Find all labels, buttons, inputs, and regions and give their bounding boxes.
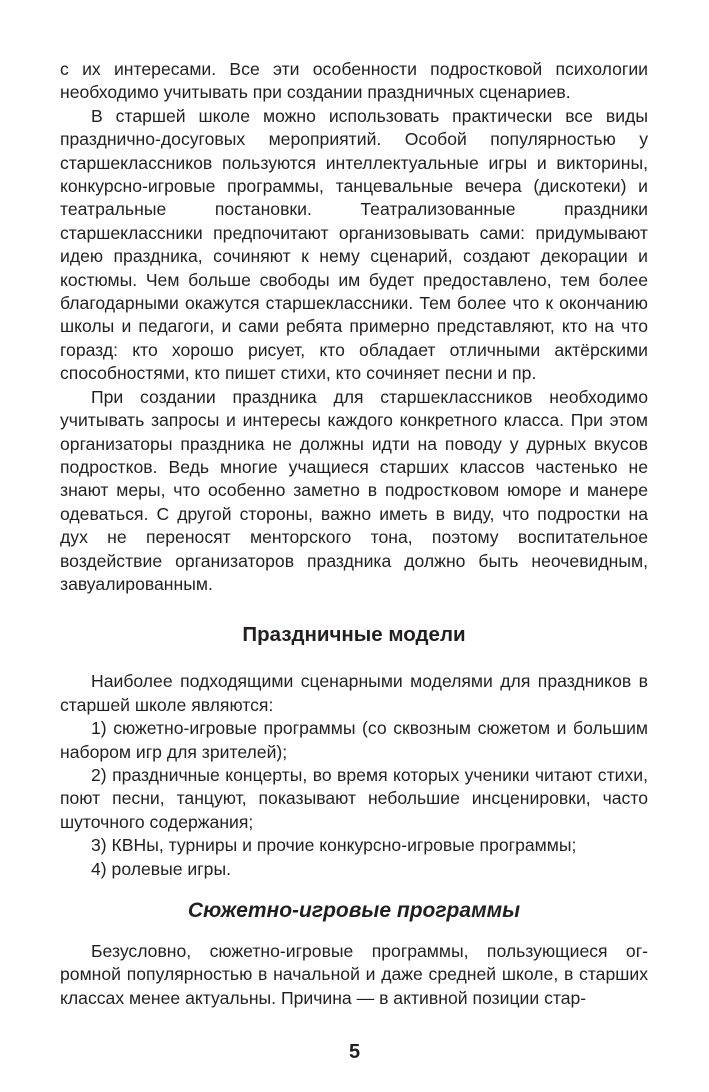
paragraph-models-intro: Наиболее подходящими сценарными моделями для праздников в старшей школе являются:	[60, 671, 648, 715]
list-item-4: 4) ролевые игры.	[91, 858, 231, 879]
paragraph-continuation: с их интересами. Все эти особенности подростковой психологии необходимо учитывать при создании праздничных сценариев.	[60, 59, 648, 103]
list-item-1: 1) сюжетно-игровые программы (со сквозным сюжетом и большим набором игр для зрителей);	[60, 718, 648, 762]
page-content	[60, 58, 648, 1010]
paragraph-creating-holiday: При создании праздника для старшеклассников необходимо учитывать запросы и интересы каждого конкретного класса. При этом организаторы праздника не должны идти на поводу у дурных вкусов подростков. Ведь многие учащиеся старших классов частенько не знают меры, что особенно заметно в подростковом юморе и манере одеваться. С другой стороны, важно иметь в виду, что подростки на дух не переносят менторского тона, поэтому воспитательное воздействие организаторов праздника должно быть неочевидным, завуалированным.	[60, 386, 648, 594]
paragraph-senior-school-events: В старшей школе можно использовать практически все виды празднично-досуговых мероприятий. Особой популярностью у старшеклассников пользуются интеллектуальные игры и викторины, конкурсно-игровые программы, танцевальные вечера (дискотеки) и театральные постановки. Театрализованные праздники старшеклассники предпочитают организовывать сами: придумывают идею праздника, сочиняют к нему сценарий, создают декорации и костюмы. Чем больше свободы им будет предоставлено, тем более благодарными окажутся старшеклассники. Тем более что к окончанию школы и педагоги, и сами ребята примерно представляют, кто на что горазд: кто хорошо рисует, кто обладает отличными актёрскими способностями, кто пишет стихи, кто сочиняет песни и пр.	[60, 105, 648, 384]
section-heading-story-game-programs: Сюжетно-игровые программы	[187, 899, 521, 922]
list-item-2: 2) праздничные концерты, во время которых ученики читают стихи, поют песни, танцуют, показывают небольшие инсценировки, часто шуточного содержания;	[60, 764, 648, 832]
section-heading-holiday-models: Праздничные модели	[242, 623, 466, 647]
page-number: 5	[348, 1041, 361, 1063]
list-item-3: 3) КВНы, турниры и прочие конкурсно-игровые программы;	[91, 835, 577, 856]
paragraph-story-game-programs: Безусловно, сюжетно-игровые программы, пользующиеся огромной популярностью в начальной и даже средней школе, в старших классах менее актуальны. Причина — в активной позиции стар-	[60, 941, 648, 1008]
